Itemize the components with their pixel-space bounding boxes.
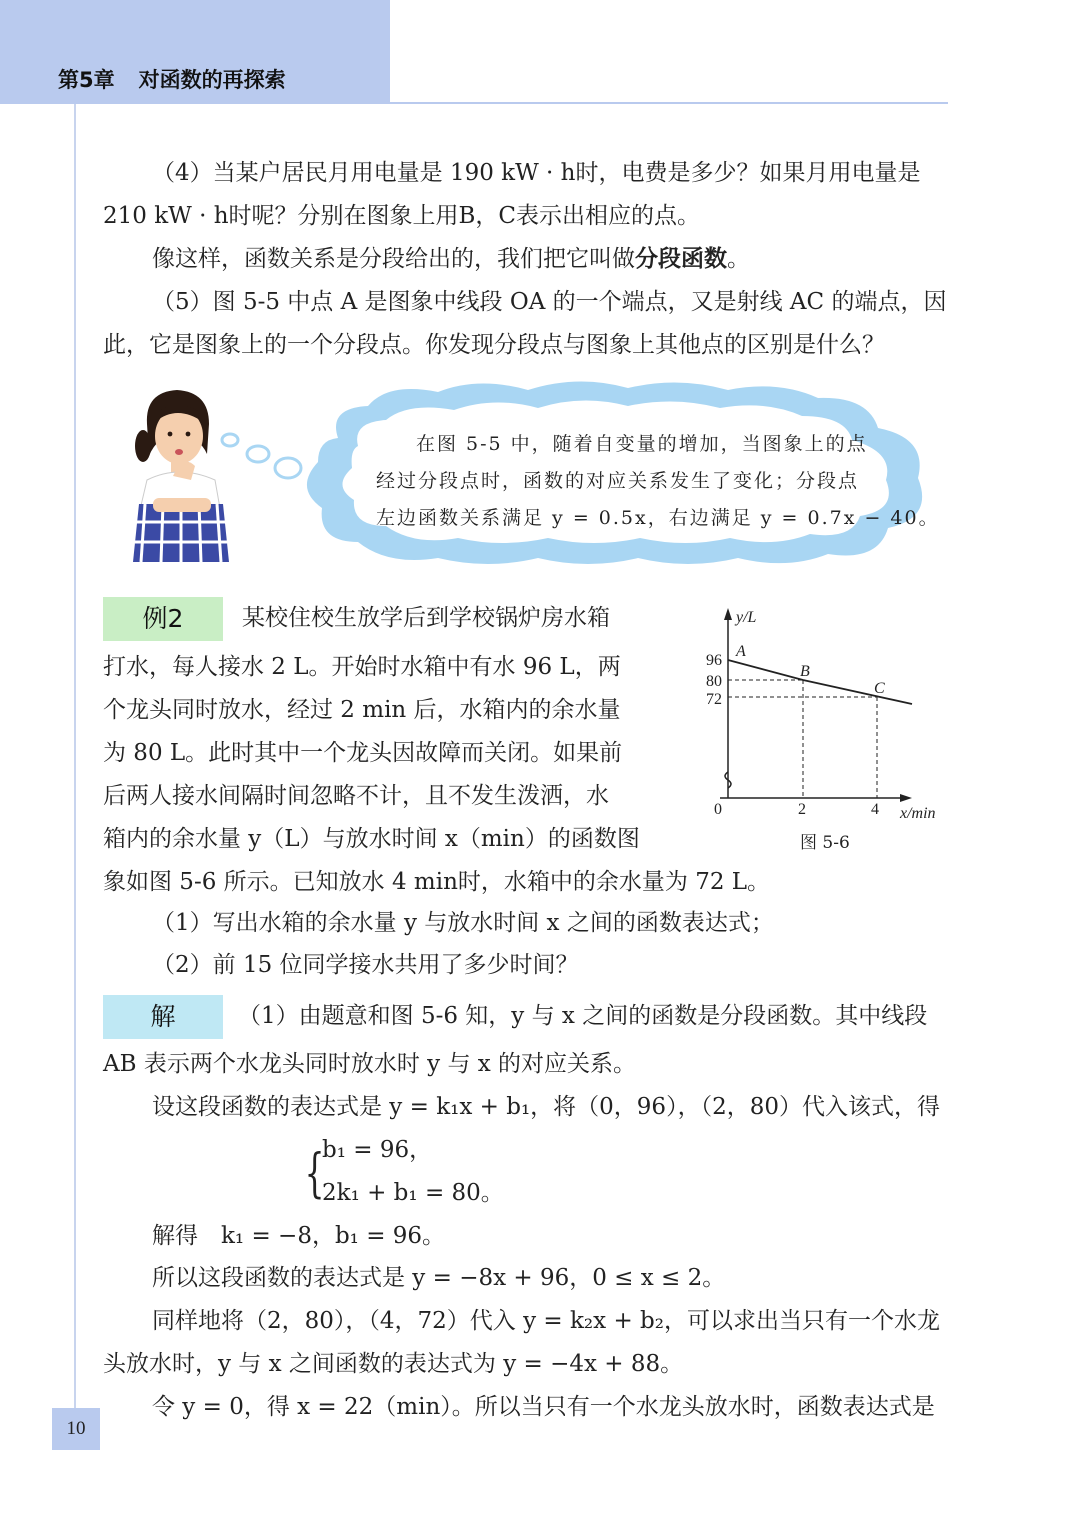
example-line-1: 某校住校生放学后到学校锅炉房水箱 [242, 605, 610, 631]
cloud-text-line3: 左边函数关系满足 y = 0.5x，右边满足 y = 0.7x − 40。 [376, 507, 940, 529]
piecewise-post: 。 [727, 246, 750, 272]
y-axis-arrow [724, 608, 732, 620]
question-5-line1: （5）图 5-5 中点 A 是图象中线段 OA 的一个端点，又是射线 AC 的端点，因 [152, 289, 947, 315]
margin-rule [74, 104, 76, 1424]
ray-bc [803, 680, 912, 704]
question-4-line2: 210 kW · h时呢？分别在图象上用B，C表示出相应的点。 [103, 203, 701, 229]
solution-line-7: 头放水时，y 与 x 之间函数的表达式为 y = −4x + 88。 [103, 1351, 684, 1377]
cloud-text-line1: 在图 5-5 中，随着自变量的增加，当图象上的点 [416, 433, 868, 455]
point-a-label: A [736, 643, 746, 660]
piecewise-definition [152, 238, 750, 281]
question-5-line2: 此，它是图象上的一个分段点。你发现分段点与图象上其他点的区别是什么？ [103, 332, 885, 358]
piecewise-term: 分段函数 [635, 246, 727, 272]
y-axis-label: y/L [736, 609, 757, 626]
figure-5-6-graph [700, 600, 950, 825]
chapter-number: 第5章 [58, 68, 115, 92]
x-tick-2: 2 [798, 801, 806, 818]
y-tick-72: 72 [706, 691, 722, 708]
segment-ab [728, 660, 803, 680]
example-line-5: 后两人接水间隔时间忽略不计，且不发生泼洒，水 [103, 783, 609, 809]
x-tick-4: 4 [871, 801, 879, 818]
example-label: 例2 [103, 597, 223, 641]
chapter-title: 对函数的再探索 [138, 68, 286, 92]
point-b-label: B [800, 663, 810, 680]
cloud-text-line2: 经过分段点时，函数的对应关系发生了变化；分段点 [376, 470, 860, 492]
y-tick-80: 80 [706, 673, 722, 690]
example-question-2: （2）前 15 位同学接水共用了多少时间？ [152, 952, 579, 978]
point-c-label: C [874, 680, 885, 697]
system-equation-2: 2k₁ + b₁ = 80。 [322, 1180, 504, 1206]
question-4-line1: （4）当某户居民月用电量是 190 kW · h时，电费是多少？如果月用电量是 [152, 160, 921, 186]
solution-line-6: 同样地将（2，80），（4，72）代入 y = k₂x + b₂，可以求出当只有一个水龙 [152, 1308, 940, 1334]
piecewise-pre: 像这样，函数关系是分段给出的，我们把它叫做 [152, 246, 635, 272]
x-axis-arrow [900, 794, 912, 802]
header-rule [390, 102, 948, 104]
solution-line-1: （1）由题意和图 5-6 知，y 与 x 之间的函数是分段函数。其中线段 [238, 1003, 928, 1029]
chapter-heading [58, 64, 286, 94]
solution-line-2: AB 表示两个水龙头同时放水时 y 与 x 的对应关系。 [103, 1051, 637, 1077]
example-line-4: 为 80 L。此时其中一个龙头因故障而关闭。如果前 [103, 740, 623, 766]
example-line-7: 象如图 5-6 所示。已知放水 4 min时，水箱中的余水量为 72 L。 [103, 869, 771, 895]
example-line-6: 箱内的余水量 y（L）与放水时间 x（min）的函数图 [103, 826, 640, 852]
x-axis-label: x/min [900, 805, 936, 822]
equation-system-brace: { [304, 1144, 325, 1204]
page-number: 10 [52, 1408, 100, 1450]
example-question-1: （1）写出水箱的余水量 y 与放水时间 x 之间的函数表达式； [152, 910, 774, 936]
y-tick-96: 96 [706, 652, 722, 669]
solution-line-3: 设这段函数的表达式是 y = k₁x + b₁，将（0，96），（2，80）代入该式，得 [152, 1094, 940, 1120]
system-equation-1: b₁ = 96， [322, 1137, 433, 1163]
solution-line-5: 所以这段函数的表达式是 y = −8x + 96，0 ≤ x ≤ 2。 [152, 1265, 726, 1291]
origin-label: 0 [714, 801, 722, 818]
solution-line-8: 令 y = 0，得 x = 22（min）。所以当只有一个水龙头放水时，函数表达式是 [152, 1394, 935, 1420]
solution-line-4: 解得 k₁ = −8，b₁ = 96。 [152, 1223, 446, 1249]
example-line-2: 打水，每人接水 2 L。开始时水箱中有水 96 L，两 [103, 654, 621, 680]
example-line-3: 个龙头同时放水，经过 2 min 后，水箱内的余水量 [103, 697, 621, 723]
figure-caption: 图 5-6 [800, 833, 850, 853]
solution-label: 解 [103, 995, 223, 1039]
